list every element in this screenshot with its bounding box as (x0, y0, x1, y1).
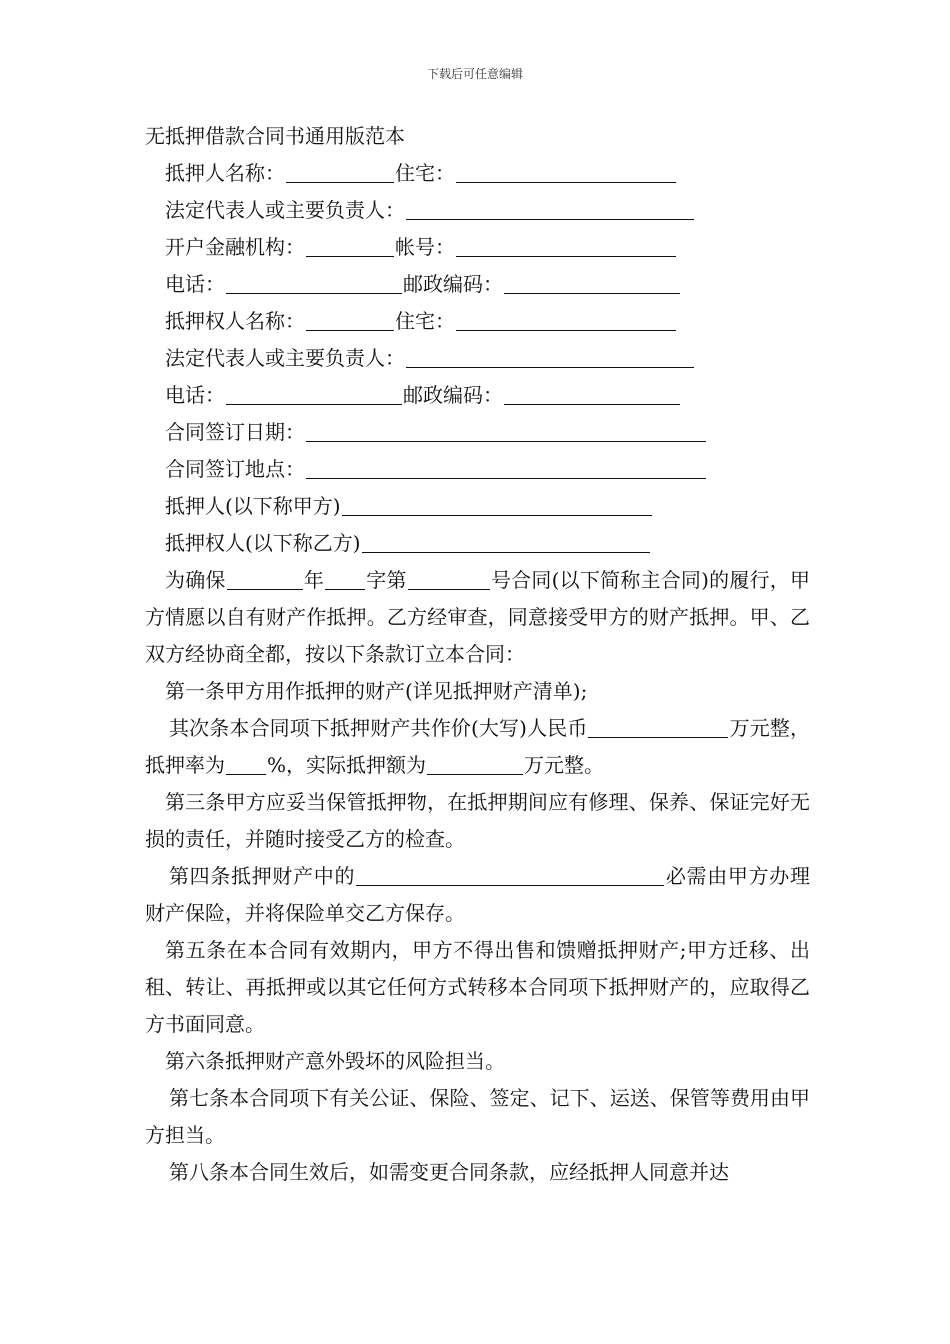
article-2-text-3: %，实际抵押额为 (267, 753, 427, 777)
mortgagor-bank-label: 开户金融机构： (165, 235, 305, 259)
article-5: 第五条在本合同有效期内，甲方不得出售和馈赠抵押财产;甲方迁移、出租、转让、再抵押或以其它任何方式转移本合同项下抵押财产的，应取得乙方书面同意。 (145, 938, 810, 1036)
mortgagee-postal-blank (504, 383, 680, 405)
document-title: 无抵押借款合同书通用版范本 (145, 124, 405, 148)
party-b-blank (362, 531, 650, 553)
mortgagor-account-label: 帐号： (395, 235, 455, 259)
article-2-value-blank (588, 716, 728, 738)
party-b-line (145, 525, 810, 562)
article-1: 第一条甲方用作抵押的财产(详见抵押财产清单); (165, 679, 588, 703)
intro-number-blank (408, 568, 490, 590)
intro-paragraph (145, 562, 810, 673)
contract-date-blank (306, 420, 706, 442)
intro-text-4: 号合同(以下简称主合同)的履行，甲方情愿以自有财产作抵押。乙方经审查，同意接受甲方的财产抵押。甲、乙双方经协商全都，按以下条款订立本合同： (145, 568, 811, 666)
article-2-text-2: 万元整，抵押率为 (145, 716, 811, 777)
article-2-text-4: 万元整。 (524, 753, 605, 777)
contract-place-blank (306, 457, 706, 479)
party-a-blank (342, 494, 652, 516)
mortgagee-rep-blank (406, 346, 694, 368)
intro-text-3: 字第 (366, 568, 407, 592)
mortgagor-account-blank (456, 235, 676, 257)
mortgagee-phone-line (145, 377, 810, 414)
article-3: 第三条甲方应妥当保管抵押物，在抵押期间应有修理、保养、保证完好无损的责任，并随时接受乙方的检查。 (145, 790, 810, 851)
header-note: 下载后可任意编辑 (426, 67, 523, 81)
contract-date-label: 合同签订日期： (165, 420, 305, 444)
intro-text-1: 为确保 (165, 568, 226, 592)
mortgagor-postal-label: 邮政编码： (403, 272, 503, 296)
mortgagor-name-blank (286, 161, 394, 183)
article-4 (145, 858, 810, 932)
intro-text-2: 年 (303, 568, 325, 592)
mortgagee-phone-blank (226, 383, 402, 405)
article-2 (145, 710, 810, 784)
mortgagee-address-label: 住宅： (395, 309, 455, 333)
mortgagor-rep-line (145, 192, 810, 229)
article-4-text-1: 第四条抵押财产中的 (169, 864, 356, 888)
article-2-amount-blank (427, 753, 523, 775)
mortgagor-rep-blank (406, 198, 694, 220)
contract-place-label: 合同签订地点： (165, 457, 305, 481)
article-4-property-blank (356, 864, 664, 886)
article-6: 第六条抵押财产意外毁坏的风险担当。 (165, 1049, 505, 1073)
mortgagor-name-line (145, 155, 810, 192)
mortgagor-phone-line (145, 266, 810, 303)
mortgagee-rep-label: 法定代表人或主要负责人： (165, 346, 405, 370)
mortgagee-name-line (145, 303, 810, 340)
article-8: 第八条本合同生效后，如需变更合同条款，应经抵押人同意并达 (169, 1160, 729, 1184)
mortgagor-address-label: 住宅： (395, 161, 455, 185)
mortgagor-address-blank (456, 161, 676, 183)
mortgagor-phone-label: 电话： (165, 272, 225, 296)
mortgagor-phone-blank (226, 272, 402, 294)
mortgagee-rep-line (145, 340, 810, 377)
mortgagor-postal-blank (504, 272, 680, 294)
mortgagee-name-label: 抵押权人名称： (165, 309, 305, 333)
mortgagor-rep-label: 法定代表人或主要负责人： (165, 198, 405, 222)
party-b-label: 抵押权人(以下称乙方) (165, 531, 361, 555)
article-7: 第七条本合同项下有关公证、保险、签定、记下、运送、保管等费用由甲方担当。 (145, 1086, 810, 1147)
party-a-line (145, 488, 810, 525)
contract-date-line (145, 414, 810, 451)
intro-year-blank (227, 568, 303, 590)
contract-place-line (145, 451, 810, 488)
intro-char-blank (325, 568, 365, 590)
mortgagor-name-label: 抵押人名称： (165, 161, 285, 185)
mortgagor-bank-line (145, 229, 810, 266)
mortgagor-bank-blank (306, 235, 394, 257)
contract-body (145, 118, 810, 1191)
mortgagee-postal-label: 邮政编码： (403, 383, 503, 407)
mortgagee-phone-label: 电话： (165, 383, 225, 407)
article-2-text-1: 其次条本合同项下抵押财产共作价(大写)人民币 (169, 716, 588, 740)
mortgagee-address-blank (456, 309, 676, 331)
article-4-text-2: 必需由甲方办理财产保险，并将保险单交乙方保存。 (145, 864, 810, 925)
party-a-label: 抵押人(以下称甲方) (165, 494, 341, 518)
mortgagee-name-blank (306, 309, 394, 331)
article-2-rate-blank (226, 753, 266, 775)
